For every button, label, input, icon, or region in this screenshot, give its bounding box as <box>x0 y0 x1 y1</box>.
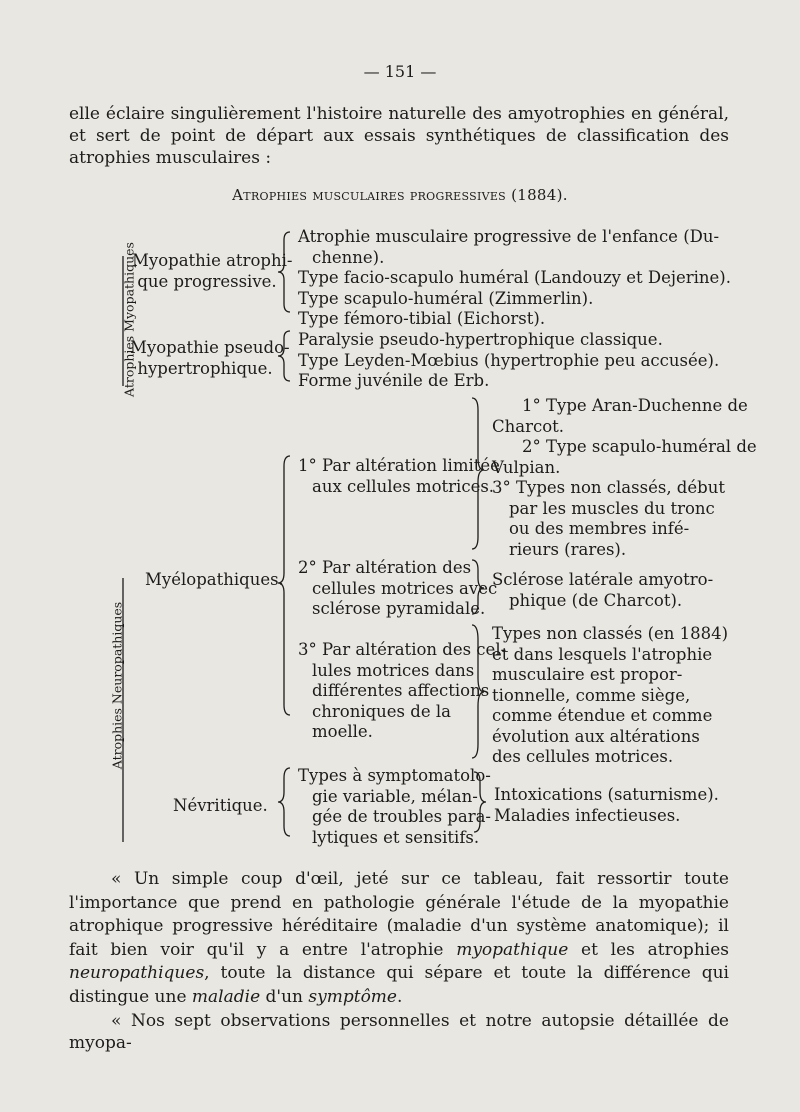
brace-neuritic <box>278 768 290 836</box>
atrophic-types: Atrophie musculaire progressive de l'enfance (Du- chenne). Type facio-scapulo huméral (Landouzy et Dejerine). Type scapulo-huméral (Zimmerlin). Type fémoro-tibial (Eichorst). <box>298 227 731 328</box>
neuritic-name: Névritique. <box>173 796 268 815</box>
pseudo-name: Myopathie pseudo- hypertrophique. <box>130 338 290 378</box>
myopathic-side-label: Atrophies Myopathiques <box>121 242 137 397</box>
sub2-cause: 2° Par altération des cellules motrices avec sclérose pyramidale. <box>298 558 498 618</box>
intro-paragraph: elle éclaire singulièrement l'histoire naturelle des amyotrophies en général, et sert de point de départ aux essais synthétiques de classification des atrophies musculaires : <box>69 104 729 168</box>
sub3-cause: 3° Par altération des cel- lules motrices dans différentes affections chroniques de la moelle. <box>298 640 507 741</box>
page-number: — 151 — <box>363 62 437 81</box>
atrophic-name: Myopathie atrophi- que progressive. <box>132 251 293 291</box>
myelo-name: Myélopathiques. <box>145 570 284 589</box>
sub1-types: 1° Type Aran-Duchenne de Charcot. 2° Type scapulo-huméral de Vulpian. 3° Types non classés, début par les muscles du tronc ou des membres infé- rieurs (rares). <box>492 396 757 559</box>
sub2-types: Sclérose latérale amyotro- phique (de Charcot). <box>492 570 714 610</box>
table-title: Atrophies musculaires progressives (1884). <box>232 186 568 204</box>
pseudo-types: Paralysie pseudo-hypertrophique classique. Type Leyden-Mœbius (hypertrophie peu accusée). Forme juvénile de Erb. <box>298 330 720 390</box>
neuritic-cause: Types à symptomatolo- gie variable, mélan- gée de troubles para- lytiques et sensitifs. <box>298 766 492 847</box>
quote-paragraph: « Un simple coup d'œil, jeté sur ce tableau, fait ressortir toute l'importance que prend en pathologie générale l'étude de la myopathie atrophique progressive héréditaire (maladie d'un système anatomique); il fait bien voir qu'il y a entre l'atrophie myopathique et les atrophies neuropathiques, toute la distance qui sépare et toute la différence qui distingue une maladie d'un symptôme. <box>69 869 729 1007</box>
sub1-cause: 1° Par altération limitée aux cellules motrices. <box>298 456 500 496</box>
sub3-types: Types non classés (en 1884) et dans lesquels l'atrophie musculaire est propor- tionnelle, comme siège, comme étendue et comme évolution aux altérations des cellules motrices. <box>492 624 729 766</box>
neuropathic-side-label: Atrophies Neuropathiques <box>109 601 125 770</box>
last-paragraph: « Nos sept observations personnelles et notre autopsie détaillée de myopa- <box>69 1011 729 1053</box>
neuritic-types: Intoxications (saturnisme). Maladies infectieuses. <box>494 785 719 825</box>
